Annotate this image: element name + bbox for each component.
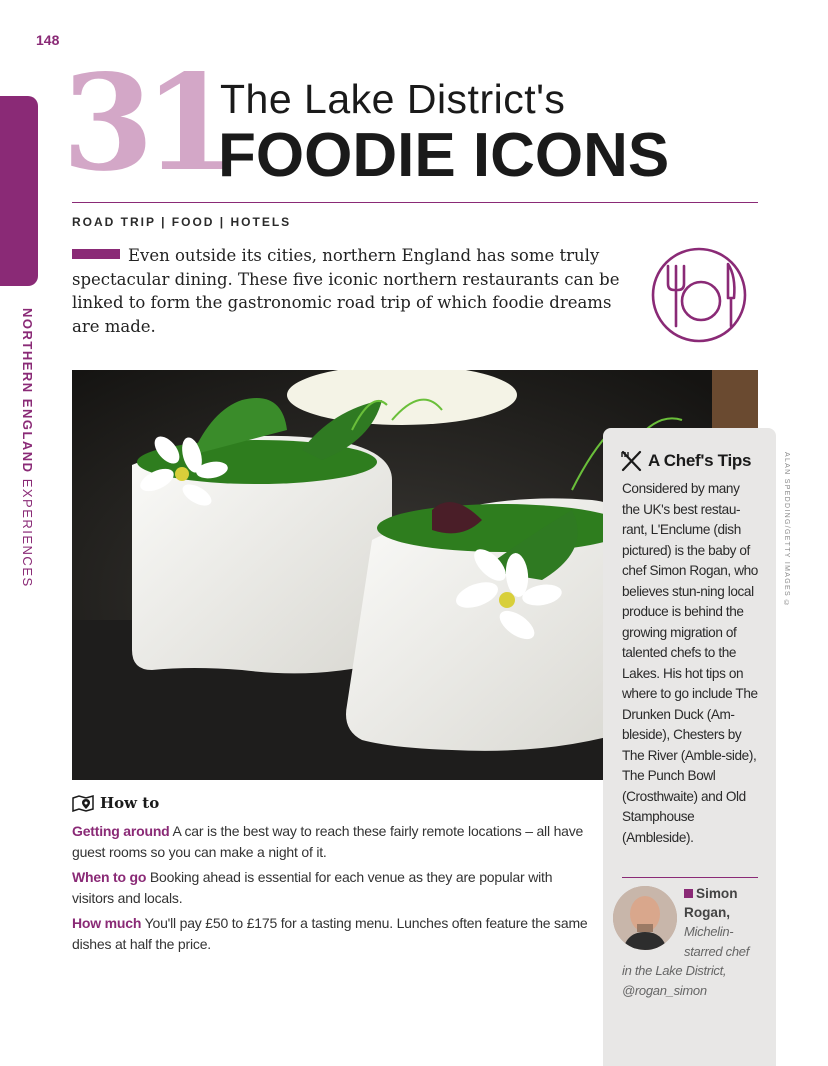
- chefs-tips-title: A Chef's Tips: [648, 451, 752, 470]
- page-number: 148: [36, 32, 60, 48]
- chefs-tips-body: Considered by many the UK's best restau-rant, L'Enclume (dish pictured) is the baby of chef Simon Rogan, who believes stun-ning local produce is behind the growing migration of talented chefs to the Lakes. His hot tips on where to go include The Drunken Duck (Am-bleside), Chesters by The River (Amble-side), The Punch Bowl (Crosthwaite) and Old Stamphouse (Ambleside).: [622, 481, 758, 845]
- how-to-item: [72, 913, 592, 955]
- how-to-text: Booking ahead is essential for each venue as they are popular with visitors and locals.: [72, 869, 553, 906]
- intro-accent-bar: [72, 249, 120, 259]
- section-tab: [0, 96, 38, 286]
- how-to-text: You'll pay £50 to £175 for a tasting menu. Lunches often feature the same dishes at half the price.: [72, 915, 588, 952]
- how-to-item: [72, 821, 592, 863]
- how-to-body: [72, 821, 592, 959]
- dining-icon: [650, 246, 748, 344]
- chef-tools-icon: [620, 450, 644, 472]
- how-to-header: [72, 794, 159, 812]
- article-title-line1: The Lake District's: [220, 76, 566, 122]
- section-label: [20, 308, 35, 588]
- how-to-label: Getting around: [72, 823, 170, 839]
- chefs-tips-header: [620, 450, 751, 472]
- article-categories: ROAD TRIP | FOOD | HOTELS: [72, 215, 292, 229]
- map-pin-icon: [72, 794, 94, 812]
- article-number: 31: [62, 46, 226, 201]
- article-intro: [72, 244, 632, 338]
- chef-description-a: Michelin-starred chef: [684, 924, 750, 959]
- chefs-tips-divider: [622, 877, 758, 878]
- section-region: NORTHERN ENGLAND: [20, 308, 35, 474]
- photo-credit: ALAN SPEDDING/GETTY IMAGES ©: [783, 452, 790, 609]
- chef-marker: [684, 889, 693, 898]
- title-divider: [72, 202, 758, 203]
- section-category: EXPERIENCES: [20, 478, 35, 588]
- how-to-title: How to: [100, 794, 160, 812]
- intro-text: Even outside its cities, northern England has some truly spectacular dining. These five iconic northern restaurants can be linked to form the gastronomic road trip of which foodie dreams are made.: [72, 246, 620, 336]
- how-to-label: When to go: [72, 869, 147, 885]
- chef-name-text: Simon Rogan,: [684, 886, 738, 920]
- chef-description-b: in the Lake District, @rogan_simon: [622, 963, 727, 998]
- chef-name: [684, 884, 760, 922]
- how-to-label: How much: [72, 915, 142, 931]
- how-to-text: A car is the best way to reach these fairly remote locations – all have guest rooms so you can make a night of it.: [72, 823, 584, 860]
- article-title-line2: FOODIE ICONS: [218, 121, 670, 190]
- how-to-item: [72, 867, 592, 909]
- chef-avatar: [613, 886, 677, 950]
